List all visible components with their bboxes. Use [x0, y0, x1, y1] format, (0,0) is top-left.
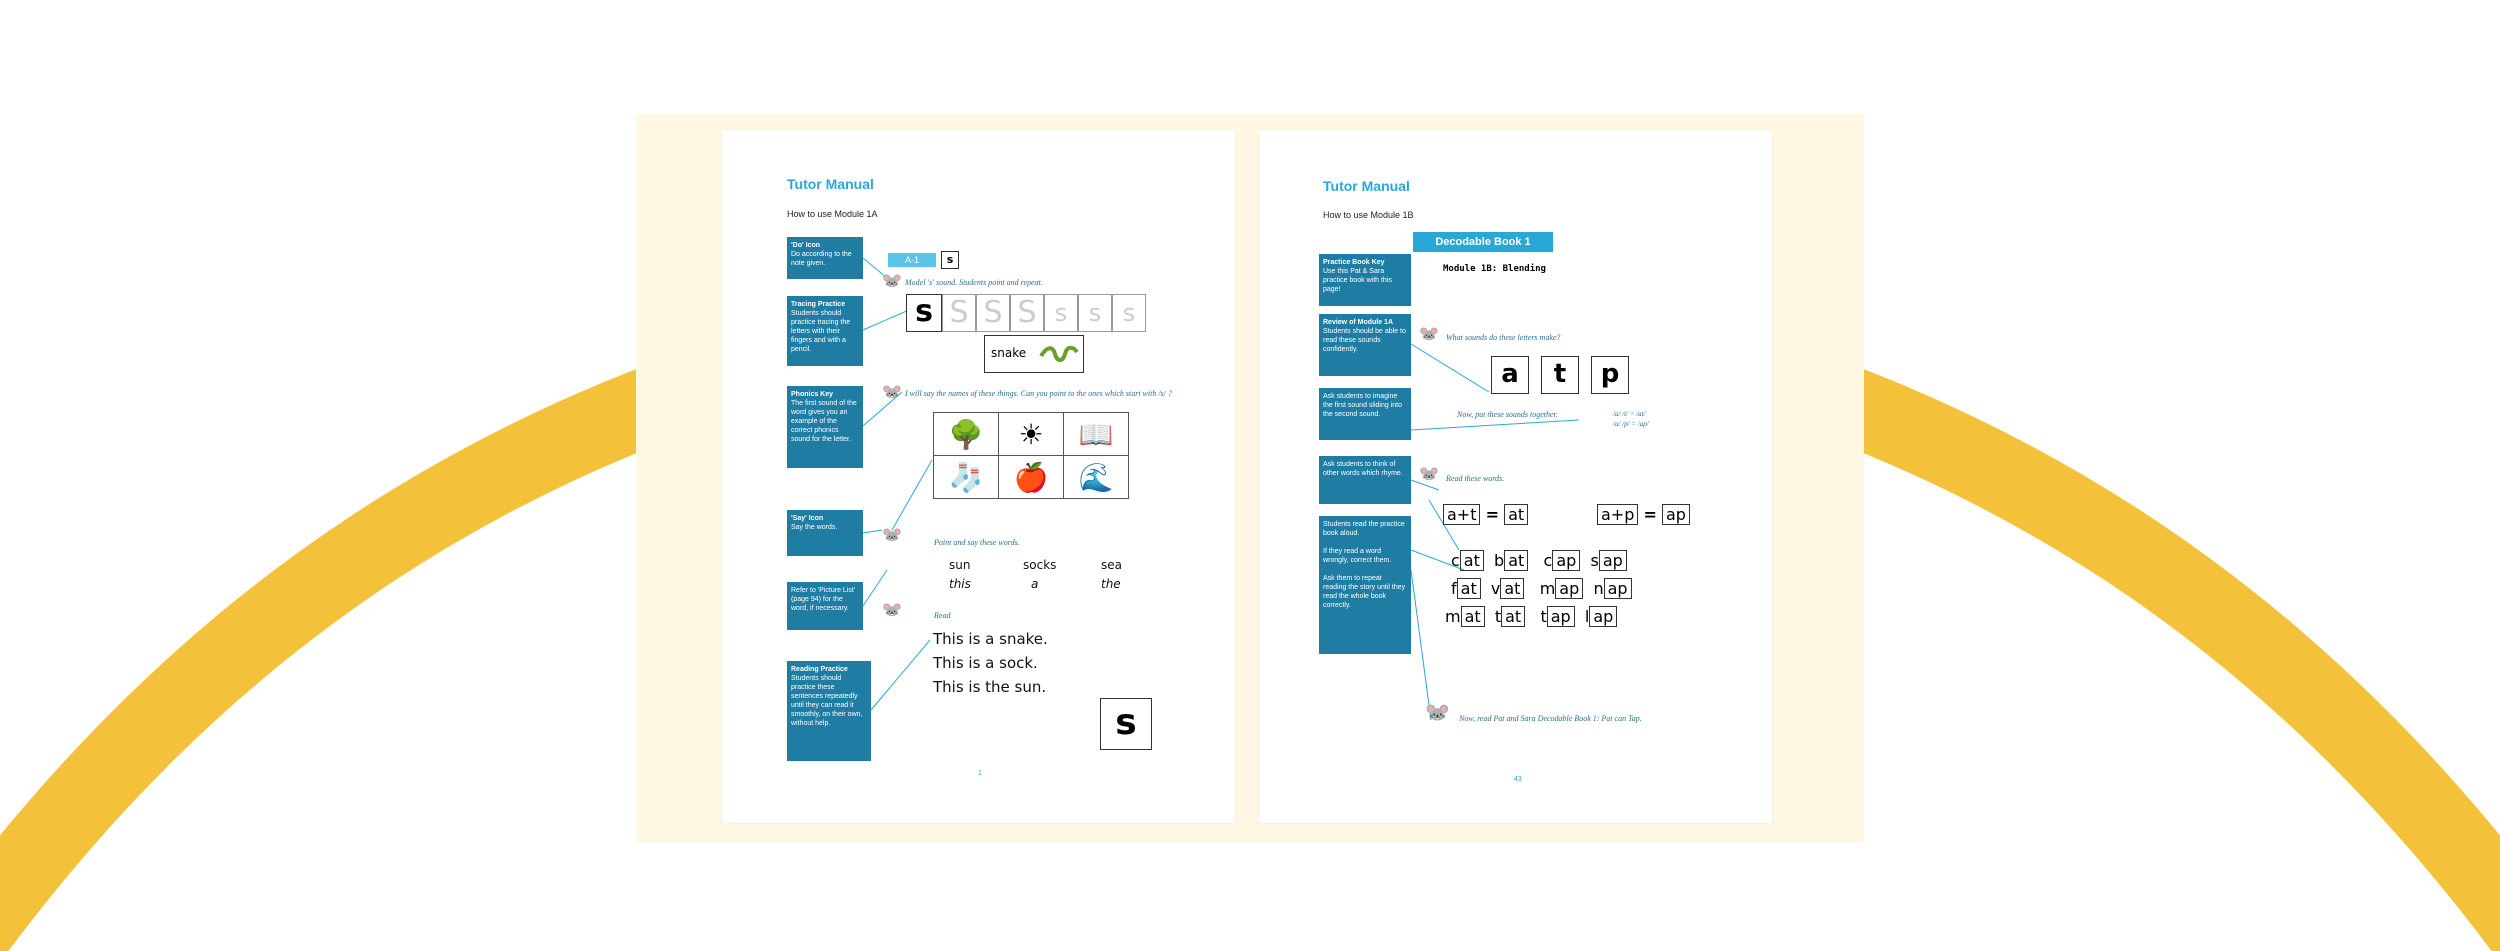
module-heading: Module 1B: Blending	[1443, 264, 1546, 274]
mouse-icon: 🐭	[1419, 326, 1439, 343]
sea-icon: 🌊	[1063, 455, 1129, 499]
mouse-icon: 🐭	[882, 602, 902, 619]
page-number: 43	[1514, 776, 1522, 783]
tutor-note-box: 'Say' Icon Say the words.	[787, 510, 863, 556]
word: the	[1101, 577, 1121, 591]
word: sun	[949, 558, 971, 572]
letter-card: p	[1591, 356, 1629, 394]
mouse-icon: 🐭	[882, 384, 902, 401]
decodable-book-banner: Decodable Book 1	[1413, 232, 1553, 252]
word: sea	[1101, 558, 1122, 572]
left-page	[722, 130, 1235, 823]
page-title: Tutor Manual	[787, 176, 874, 192]
letter-card: a	[1491, 356, 1529, 394]
point-say-note: Point and say these words.	[934, 538, 1020, 547]
tutor-note-box: Reading Practice Students should practice these sentences repeatedly until they can read it smoothly, on their own, without help.	[787, 661, 871, 761]
word: socks	[1023, 558, 1057, 572]
mouse-icon: 🐭	[882, 527, 902, 544]
tutor-note-box: Ask students to imagine the first sound sliding into the second sound.	[1319, 388, 1411, 440]
word: this	[949, 577, 971, 591]
sentence: This is a sock.	[933, 654, 1038, 672]
blend-note: /a/ /p/ = /ap/	[1613, 420, 1649, 428]
word: a	[1031, 577, 1039, 591]
tutor-note-box: Ask students to think of other words which rhyme.	[1319, 456, 1411, 504]
word-row: f at v at m ap n ap	[1451, 578, 1632, 599]
trace-letter: S	[942, 294, 976, 332]
phonics-key-box	[984, 335, 1084, 373]
mouse-icon: 🐭	[1419, 466, 1439, 483]
trace-letter: S	[976, 294, 1010, 332]
book-icon: 📖	[1063, 412, 1129, 456]
trace-main-letter: s	[906, 294, 942, 332]
tutor-note-box: Review of Module 1A Students should be able to read these sounds confidently.	[1319, 314, 1411, 376]
blend-equation: a+t = at	[1443, 504, 1528, 525]
page-title: Tutor Manual	[1323, 178, 1410, 194]
read-words-note: Read these words.	[1446, 474, 1505, 483]
tutor-note-box: Students read the practice book aloud. If they read a word wrongly, correct them. Ask them to repeat reading the story until they read the whole book correctly.	[1319, 516, 1411, 654]
tutor-note-box: Phonics Key The first sound of the word gives you an example of the correct phonics sound for the letter.	[787, 386, 863, 468]
pictures-note: I will say the names of these things. Can you point to the ones which start with /s/ ?	[905, 389, 1172, 398]
sun-icon: ☀	[998, 412, 1064, 456]
right-page	[1259, 130, 1772, 823]
snake-word: snake	[991, 346, 1027, 360]
trace-letter: s	[1078, 294, 1112, 332]
now-put-note: Now, put these sounds together.	[1457, 410, 1558, 419]
trace-letter: S	[1010, 294, 1044, 332]
page-number: 1	[978, 770, 982, 777]
tutor-note-box: 'Do' Icon Do according to the note given.	[787, 237, 863, 279]
mouse-icon: 🐭	[1425, 702, 1450, 724]
what-sounds-note: What sounds do these letters make?	[1446, 333, 1561, 342]
sentence: This is the sun.	[933, 678, 1047, 696]
model-note: Model 's' sound. Students point and repeat.	[905, 278, 1043, 287]
word-row: c at b at c ap s ap	[1451, 550, 1627, 571]
snake-icon	[1039, 344, 1079, 364]
tutor-note-box: Practice Book Key Use this Pat & Sara practice book with this page!	[1319, 254, 1411, 306]
trace-letter: s	[1112, 294, 1146, 332]
read-label: Read	[934, 611, 951, 620]
lesson-tab: A-1	[888, 253, 936, 267]
tutor-note-box: Refer to 'Picture List' (page 94) for the word, if necessary.	[787, 582, 863, 630]
word-row: m at t at t ap l ap	[1445, 606, 1617, 627]
mouse-icon: 🐭	[882, 273, 902, 290]
tree-icon: 🌳	[933, 412, 999, 456]
tutor-note-box: Tracing Practice Students should practice tracing the letters with their fingers and with a pencil.	[787, 296, 863, 366]
blend-equation: a+p = ap	[1597, 504, 1690, 525]
book-spread	[636, 114, 1864, 842]
big-letter-card: s	[1100, 698, 1152, 750]
sentence: This is a snake.	[933, 630, 1048, 648]
letter-card: t	[1541, 356, 1579, 394]
apple-icon: 🍎	[998, 455, 1064, 499]
page-subtitle: How to use Module 1A	[787, 209, 878, 219]
socks-icon: 🧦	[933, 455, 999, 499]
blend-note: /a/ /t/ = /at/	[1613, 410, 1646, 418]
trace-letter: s	[1044, 294, 1078, 332]
page-subtitle: How to use Module 1B	[1323, 210, 1414, 220]
tab-letter: s	[941, 251, 959, 269]
final-note: Now, read Pat and Sara Decodable Book 1: Pat can Tap.	[1459, 714, 1642, 723]
